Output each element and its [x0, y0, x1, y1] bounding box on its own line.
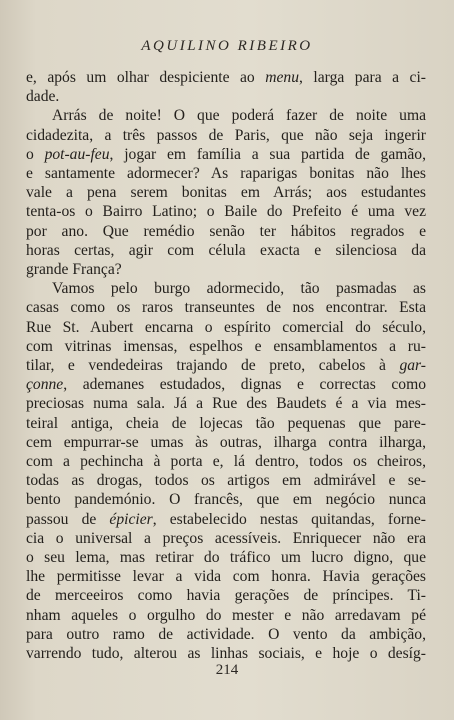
text-segment: cem empurrar-se umas às outras, ilharga contra ilharga,	[26, 433, 426, 451]
text-segment: o	[26, 145, 45, 163]
text-line	[26, 164, 426, 183]
text-segment: tenta-os o Bairro Latino; o Baile do Prefeito é uma vez	[26, 203, 426, 221]
text-segment: varrendo tudo, alterou as linhas sociais, e hoje o desíg-	[26, 645, 426, 663]
text-segment: e, após um olhar despiciente ao	[26, 69, 266, 86]
text-line	[26, 433, 426, 452]
text-segment: , jogar em família a sua partida de gamão,	[109, 145, 426, 163]
italic-text: çonne	[26, 376, 64, 394]
text-line	[26, 375, 426, 394]
text-segment: bento pandemónio. O francês, que em negócio nunca	[26, 491, 426, 509]
text-segment: Rue St. Aubert encarna o espírito comercial do século,	[26, 318, 426, 336]
text-line	[26, 644, 426, 663]
text-line	[26, 548, 426, 567]
text-segment: horas certas, agir com célula exacta e silenciosa da	[26, 241, 426, 259]
text-line	[26, 529, 426, 548]
text-segment: cia o universal a preços acessíveis. Enriquecer não era	[26, 529, 426, 547]
text-line	[26, 318, 426, 337]
text-line	[26, 106, 426, 125]
text-line	[26, 202, 426, 221]
text-segment: preciosas numa sala. Já a Rue des Baudets é a via mes-	[26, 395, 426, 413]
text-segment: , larga para a ci-	[299, 69, 426, 86]
page-number: 214	[215, 662, 239, 678]
text-segment: , ademanes estudados, dignas e correctas como	[63, 376, 426, 394]
text-segment: vale a pena serem bonitas em Arrás; aos estudantes	[26, 184, 426, 202]
text-segment: de merceeiros como havia gerações de príncipes. Ti-	[26, 587, 426, 605]
text-segment: , estabelecido nestas quitandas, forne-	[152, 510, 426, 528]
text-line	[26, 414, 426, 433]
text-line	[26, 241, 426, 260]
text-line	[26, 337, 426, 356]
body-text	[26, 68, 426, 663]
text-segment: casas como os raros transeuntes de nos encontrar. Esta	[26, 299, 426, 317]
italic-text: pot-au-feu	[44, 145, 110, 163]
text-segment: Arrás de noite! O que poderá fazer de noite uma	[52, 107, 426, 125]
text-line	[26, 260, 426, 279]
text-segment: todas as drogas, todos os artigos em admirável e se-	[26, 472, 426, 490]
text-line	[26, 356, 426, 375]
text-segment: lhe permitisse levar a vida com honra. Havia gerações	[26, 568, 426, 586]
text-line	[26, 298, 426, 317]
text-line	[26, 490, 426, 509]
text-line	[26, 183, 426, 202]
text-line	[26, 586, 426, 605]
text-line	[26, 68, 426, 87]
text-segment: dade.	[26, 88, 60, 106]
text-line	[26, 625, 426, 644]
text-line	[26, 452, 426, 471]
text-line	[26, 126, 426, 145]
text-line	[26, 279, 426, 298]
text-line	[26, 222, 426, 241]
text-segment: Vamos pelo burgo adormecido, tão pasmadas as	[52, 280, 426, 298]
text-segment: o seu lema, mas retirar do tráfico um lucro digno, que	[26, 549, 426, 567]
text-line	[26, 567, 426, 586]
text-segment: nham aqueles o orgulho do mester e não arredavam pé	[26, 606, 426, 624]
italic-text: épicier	[109, 510, 153, 528]
text-line	[26, 394, 426, 413]
italic-text: menu	[265, 69, 300, 86]
text-segment: teiral antiga, cheia de lojecas tão pequenas que pare-	[26, 414, 426, 432]
text-segment: e santamente adormecer? As raparigas bonitas não lhes	[26, 165, 426, 183]
text-segment: tilar, e vendedeiras trajando de preto, cabelos à	[26, 357, 400, 375]
text-line	[26, 606, 426, 625]
text-segment: com a pechincha à porta e, lá dentro, todos os cheiros,	[26, 453, 426, 471]
text-segment: grande França?	[26, 261, 122, 279]
text-segment: cidadezita, a três passos de Paris, que não seja ingerir	[26, 126, 426, 144]
text-line	[26, 87, 426, 106]
text-line	[26, 471, 426, 490]
text-segment: para outro ramo de actividade. O vento da ambição,	[26, 625, 426, 643]
italic-text: gar-	[399, 357, 426, 375]
text-segment: passou de	[26, 510, 110, 528]
text-line	[26, 145, 426, 164]
text-segment: por ano. Que remédio senão ter hábitos regrados e	[26, 222, 426, 240]
running-header: AQUILINO RIBEIRO	[141, 38, 313, 54]
text-segment: com vitrinas imensas, espelhos e ensamblamentos a ru-	[26, 337, 426, 355]
text-line	[26, 510, 426, 529]
